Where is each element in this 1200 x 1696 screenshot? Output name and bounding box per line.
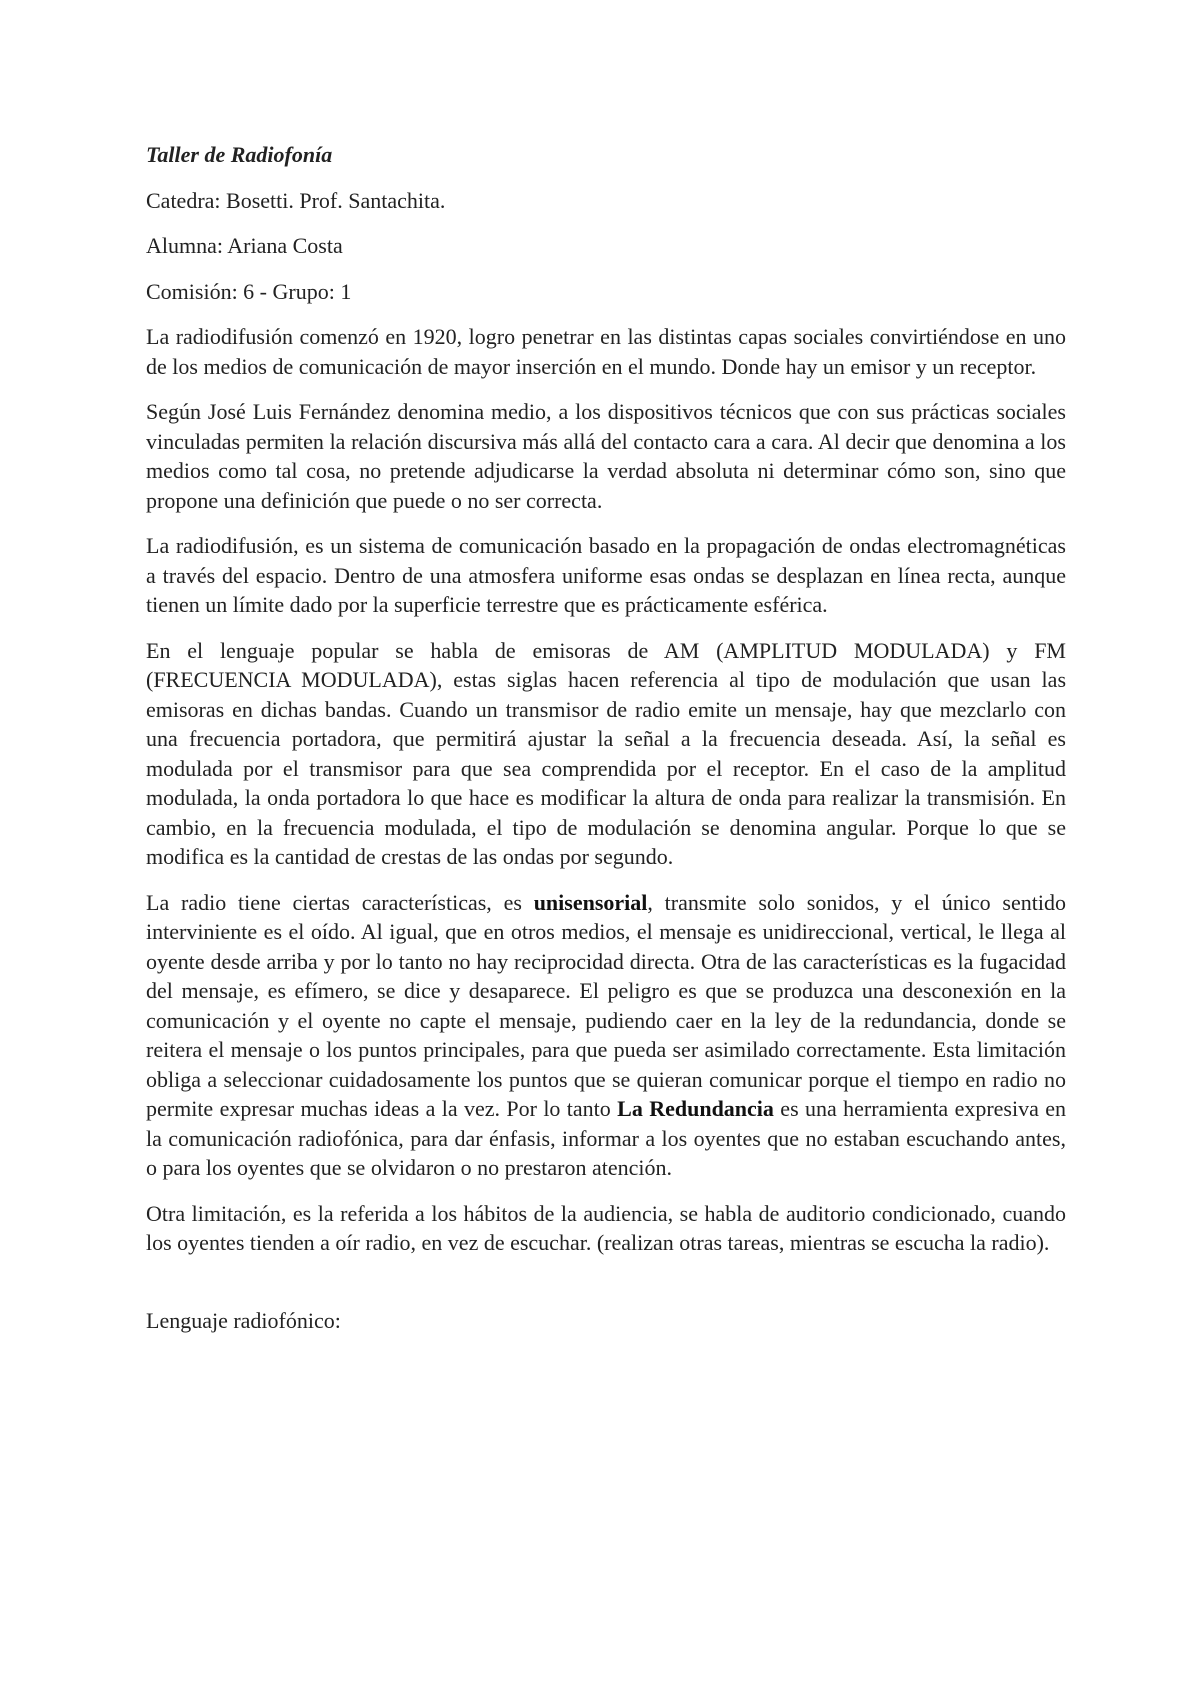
unisensorial-bold: unisensorial xyxy=(533,889,648,915)
paragraph-4: En el lenguaje popular se habla de emisoras de AM (AMPLITUD MODULADA) y FM (FRECUENCIA MODULADA), estas siglas hacen referencia al tipo de modulación que usan las emisoras en dichas bandas. Cuando un transmisor de radio emite un mensaje, hay que mezclarlo con una frecuencia portadora, que permitirá ajustar la señal a la frecuencia deseada. Así, la señal es modulada por el transmisor para que sea comprendida por el receptor. En el caso de la amplitud modulada, la onda portadora lo que hace es modificar la altura de onda para realizar la transmisión. En cambio, en la frecuencia modulada, el tipo de modulación se denomina angular. Porque lo que se modifica es la cantidad de crestas de las ondas por segundo. xyxy=(146,637,1066,869)
paragraph-3: La radiodifusión, es un sistema de comunicación basado en la propagación de ondas electromagnéticas a través del espacio. Dentro de una atmosfera uniforme esas ondas se desplazan en línea recta, aunque tienen un límite dado por la superficie terrestre que es prácticamente esférica. xyxy=(146,533,1066,617)
catedra-line: Catedra: Bosetti. Prof. Santachita. xyxy=(146,187,446,213)
paragraph-5 xyxy=(146,888,1066,1183)
comision-line: Comisión: 6 - Grupo: 1 xyxy=(146,278,352,304)
alumna-line: Alumna: Ariana Costa xyxy=(146,233,343,258)
paragraph-5-part-c: es una herramienta expresiva en la comunicación radiofónica, para dar énfasis, informar a los oyentes que no estaban escuchando antes, o para los oyentes que se olvidaron o no prestaron atención. xyxy=(146,1096,1066,1180)
paragraph-6: Otra limitación, es la referida a los hábitos de la audiencia, se habla de auditorio condicionado, cuando los oyentes tienden a oír radio, en vez de escuchar. (realizan otras tareas, mientras se escucha la radio). xyxy=(146,1200,1066,1255)
redundancia-bold: La Redundancia xyxy=(617,1096,774,1121)
paragraph-1: La radiodifusión comenzó en 1920, logro penetrar en las distintas capas sociales convirtiéndose en uno de los medios de comunicación de mayor inserción en el mundo. Donde hay un emisor y un receptor. xyxy=(146,324,1066,379)
document-title: Taller de Radiofonía xyxy=(146,142,333,167)
paragraph-5-part-a: La radio tiene ciertas características, es xyxy=(146,889,534,915)
section-heading: Lenguaje radiofónico: xyxy=(146,1307,341,1333)
paragraph-2: Según José Luis Fernández denomina medio, a los dispositivos técnicos que con sus prácticas sociales vinculadas permiten la relación discursiva más allá del contacto cara a cara. Al decir que denomina a los medios como tal cosa, no pretende adjudicarse la verdad absoluta ni determinar cómo son, sino que propone una definición que puede o no ser correcta. xyxy=(146,399,1066,513)
paragraph-5-part-b: , transmite solo sonidos, y el único sentido interviniente es el oído. Al igual, que en otros medios, el mensaje es unidireccional, vertical, le llega al oyente desde arriba y por lo tanto no hay reciprocidad directa. Otra de las características es la fugacidad del mensaje, es efímero, se dice y desaparece. El peligro es que se produzca una desconexión en la comunicación y el oyente no capte el mensaje, pudiendo caer en la ley de la redundancia, donde se reitera el mensaje o los puntos principales, para que pueda ser asimilado correctamente. Esta limitación obliga a seleccionar cuidadosamente los puntos que se quieran comunicar porque el tiempo en radio no permite expresar muchas ideas a la vez. Por lo tanto xyxy=(146,889,1066,1121)
document-page xyxy=(146,140,1066,1351)
